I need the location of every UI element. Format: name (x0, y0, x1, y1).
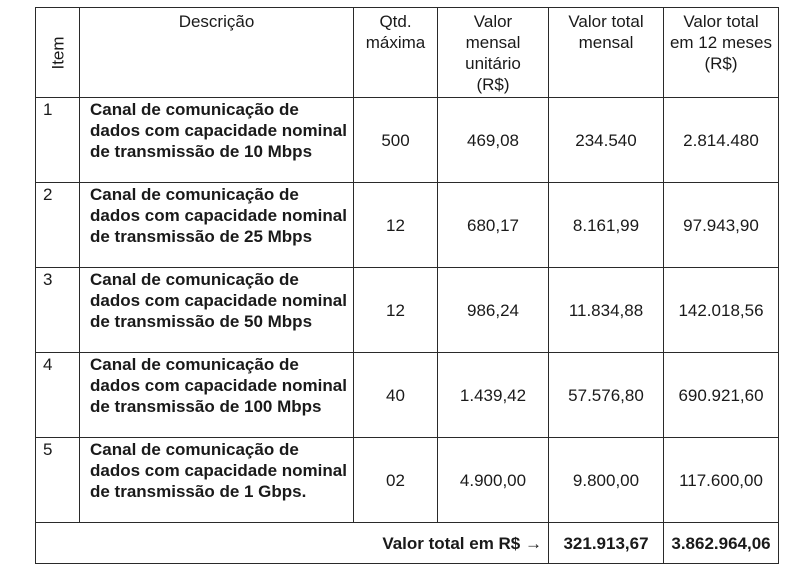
total-valor-mensal: 321.913,67 (549, 523, 664, 564)
table-row (36, 183, 779, 268)
item-qtd: 12 (354, 268, 438, 353)
item-valor-12-meses: 690.921,60 (664, 353, 779, 438)
item-valor-12-meses: 2.814.480 (664, 98, 779, 183)
item-description: Canal de comunicação de dados com capacidade nominal de transmissão de 10 Mbps (80, 98, 354, 183)
item-qtd: 500 (354, 98, 438, 183)
item-number: 3 (36, 268, 80, 353)
table-header-row (36, 8, 779, 98)
item-description: Canal de comunicação de dados com capacidade nominal de transmissão de 25 Mbps (80, 183, 354, 268)
item-valor-mensal: 57.576,80 (549, 353, 664, 438)
item-qtd: 02 (354, 438, 438, 523)
item-valor-mensal: 8.161,99 (549, 183, 664, 268)
item-valor-unitario: 680,17 (438, 183, 549, 268)
item-valor-unitario: 986,24 (438, 268, 549, 353)
item-qtd: 12 (354, 183, 438, 268)
item-number: 1 (36, 98, 80, 183)
item-valor-mensal: 9.800,00 (549, 438, 664, 523)
item-valor-unitario: 4.900,00 (438, 438, 549, 523)
header-item: Item (36, 8, 80, 98)
item-valor-mensal: 11.834,88 (549, 268, 664, 353)
item-valor-mensal: 234.540 (549, 98, 664, 183)
table-row (36, 438, 779, 523)
item-valor-unitario: 469,08 (438, 98, 549, 183)
table-row (36, 268, 779, 353)
item-valor-unitario: 1.439,42 (438, 353, 549, 438)
table-row (36, 98, 779, 183)
item-qtd: 40 (354, 353, 438, 438)
item-number: 2 (36, 183, 80, 268)
item-description: Canal de comunicação de dados com capacidade nominal de transmissão de 50 Mbps (80, 268, 354, 353)
item-description: Canal de comunicação de dados com capacidade nominal de transmissão de 1 Gbps. (80, 438, 354, 523)
item-valor-12-meses: 142.018,56 (664, 268, 779, 353)
total-valor-12-meses: 3.862.964,06 (664, 523, 779, 564)
header-valor-total-12-meses: Valor total em 12 meses (R$) (664, 8, 779, 98)
total-label: Valor total em R$ → (36, 523, 549, 564)
header-valor-unitario: Valor mensal unitário (R$) (438, 8, 549, 98)
item-valor-12-meses: 97.943,90 (664, 183, 779, 268)
price-table (35, 7, 779, 564)
item-valor-12-meses: 117.600,00 (664, 438, 779, 523)
table-row (36, 353, 779, 438)
header-valor-total-mensal: Valor total mensal (549, 8, 664, 98)
header-descricao: Descrição (80, 8, 354, 98)
header-qtd: Qtd. máxima (354, 8, 438, 98)
total-row (36, 523, 779, 564)
item-description: Canal de comunicação de dados com capacidade nominal de transmissão de 100 Mbps (80, 353, 354, 438)
item-number: 5 (36, 438, 80, 523)
item-number: 4 (36, 353, 80, 438)
